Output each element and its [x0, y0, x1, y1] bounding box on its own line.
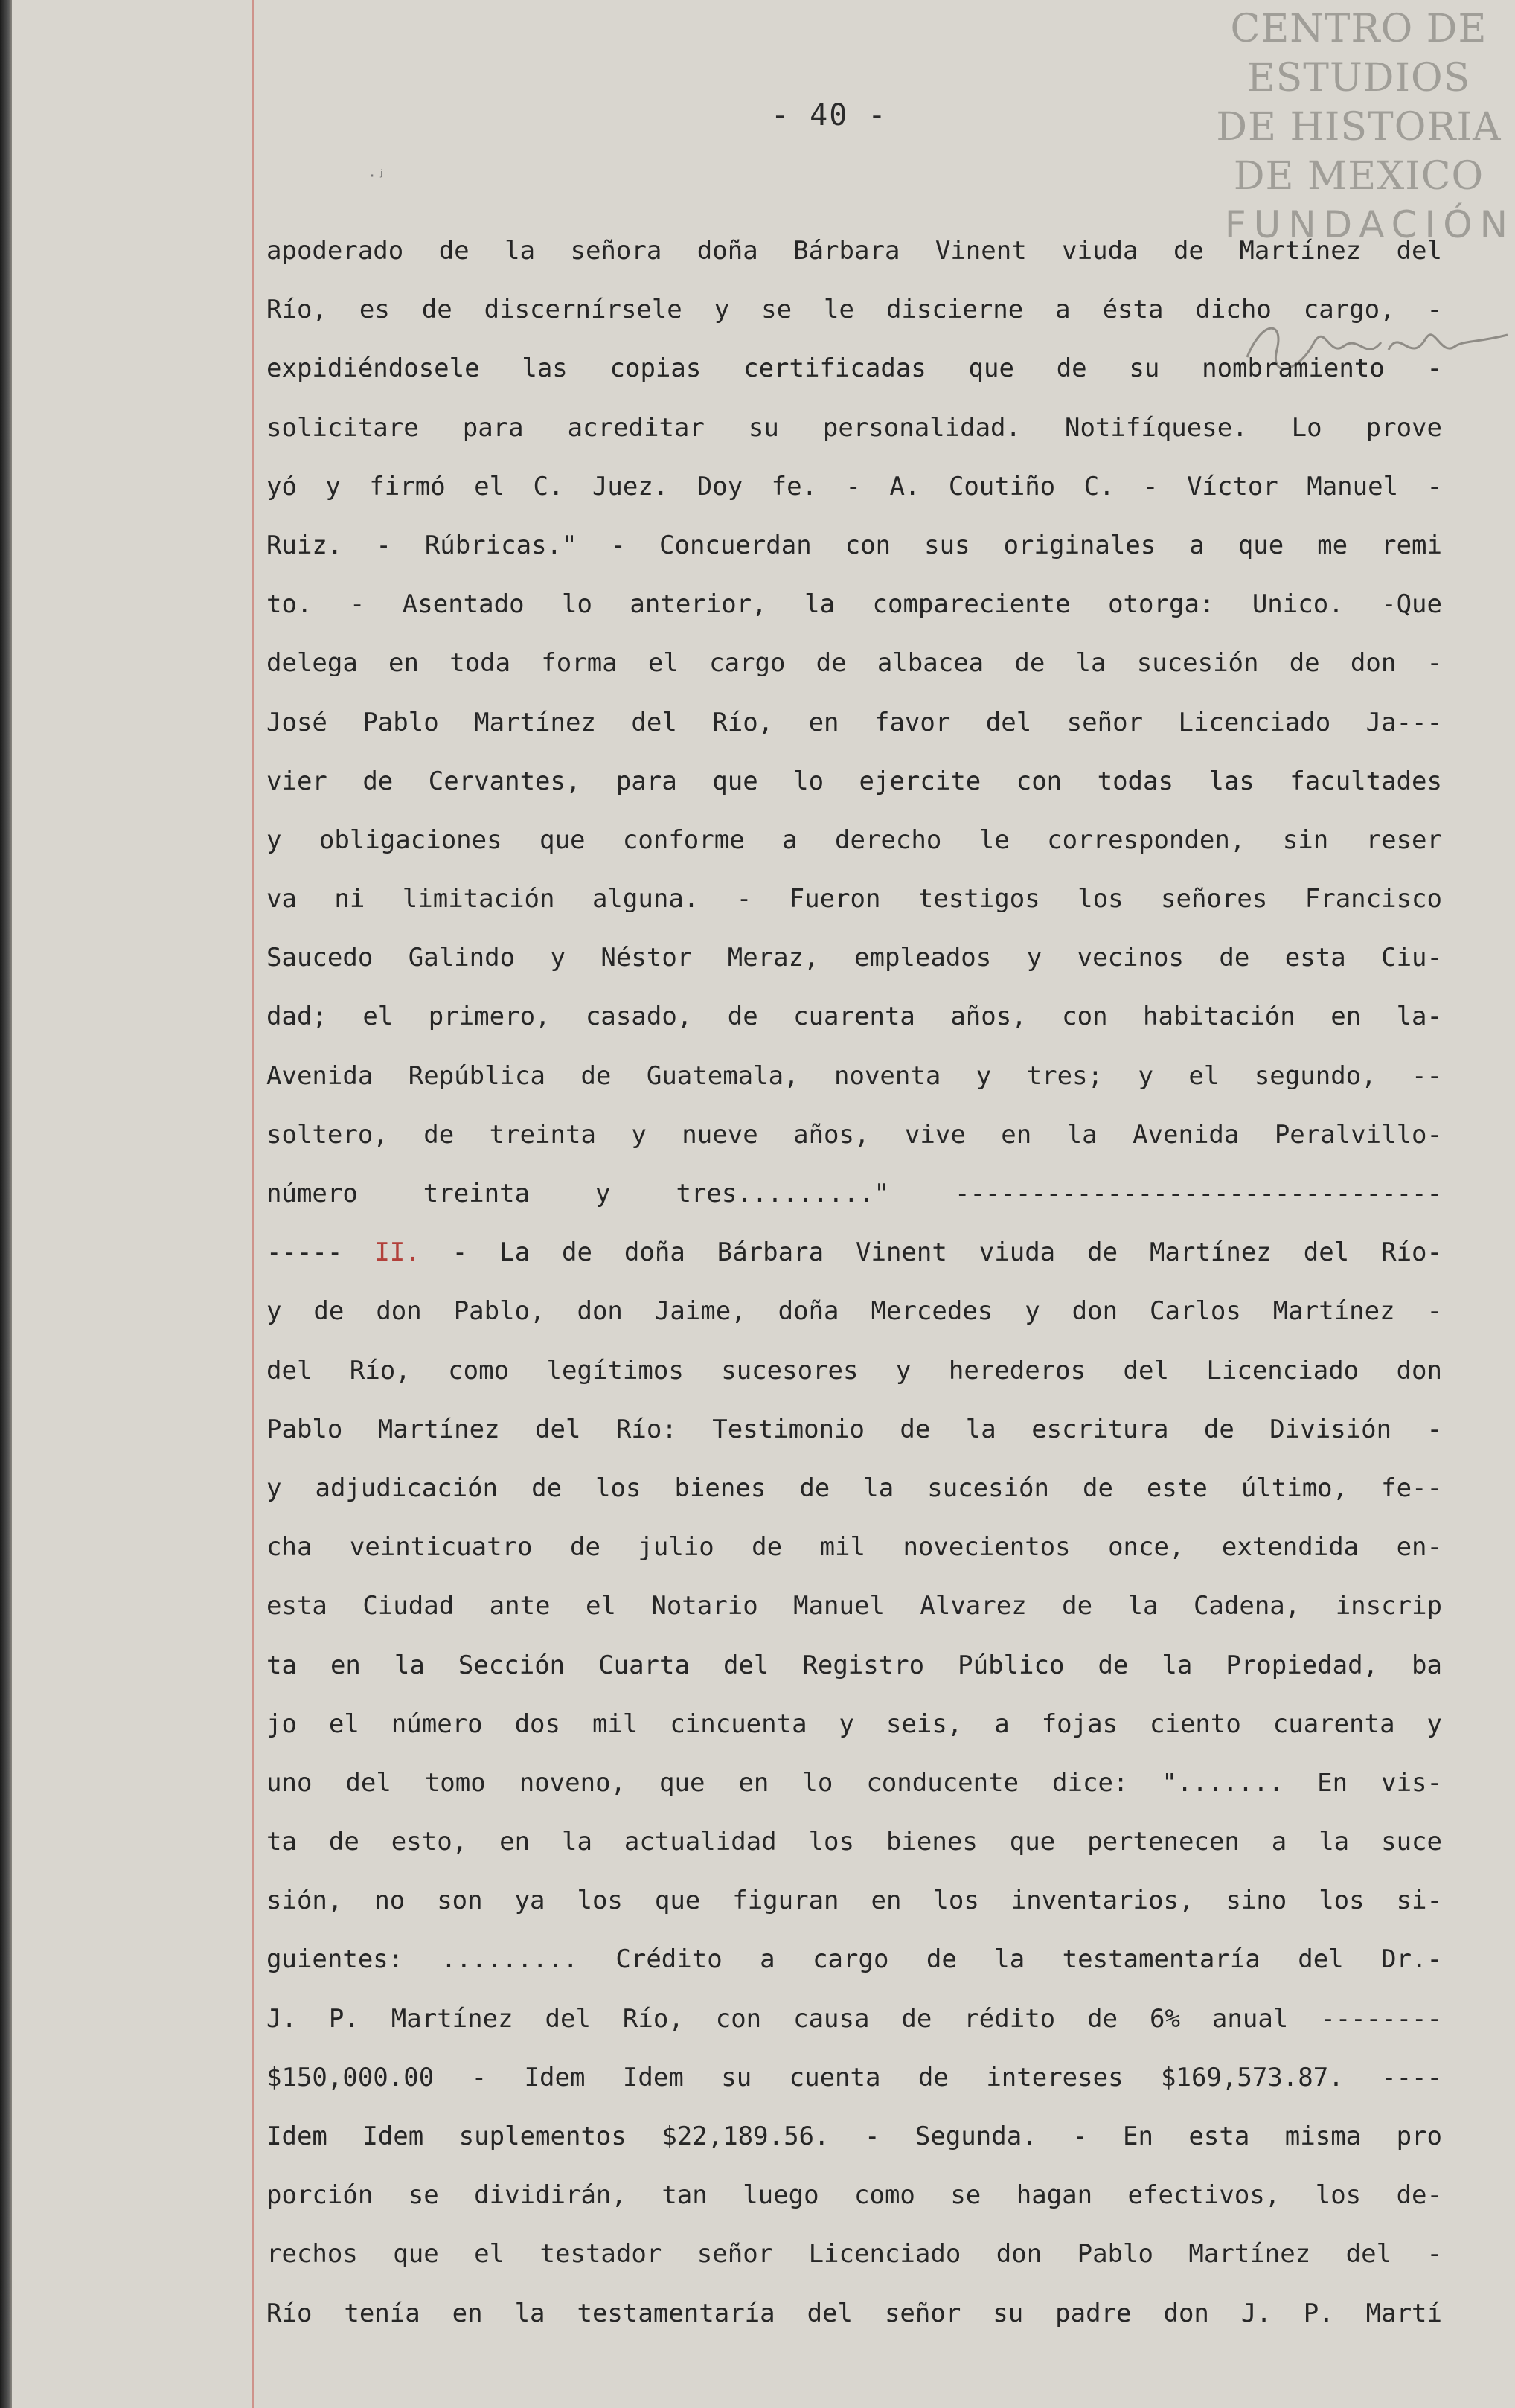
watermark-fundacion: FUNDACIÓN	[1224, 203, 1515, 246]
text-line: número treinta y tres........." --------------------------------	[266, 1179, 1442, 1208]
text-line: Río tenía en la testamentaría del señor su padre don J. P. Martí	[266, 2298, 1442, 2328]
text-line: apoderado de la señora doña Bárbara Vinent viuda de Martínez del	[266, 236, 1442, 266]
text-line: delega en toda forma el cargo de albacea de la sucesión de don -	[266, 648, 1442, 679]
text-line: Ruiz. - Rúbricas." - Concuerdan con sus originales a que me remi	[266, 530, 1442, 560]
watermark-line-2: ESTUDIOS	[1246, 56, 1471, 100]
text-line: vier de Cervantes, para que lo ejercite con todas las facultades	[266, 766, 1442, 796]
watermark-line-4: DE MEXICO	[1233, 154, 1484, 199]
text-line: expidiéndosele las copias certificadas que de su nombramiento -	[266, 353, 1442, 384]
page-binding-edge	[0, 0, 12, 2408]
text-line: esta Ciudad ante el Notario Manuel Alvarez de la Cadena, inscrip	[266, 1591, 1442, 1621]
text-line: del Río, como legítimos sucesores y herederos del Licenciado don	[266, 1355, 1442, 1386]
text-line: Saucedo Galindo y Néstor Meraz, empleados y vecinos de esta Ciu-	[266, 943, 1442, 973]
text-line: va ni limitación alguna. - Fueron testigos los señores Francisco	[266, 884, 1442, 915]
document-page	[12, 0, 1515, 2408]
margin-rule	[252, 0, 254, 2408]
text-line: porción se dividirán, tan luego como se hagan efectivos, los de-	[266, 2180, 1442, 2211]
text-line: Río, es de discernírsele y se le discierne a ésta dicho cargo, -	[266, 295, 1442, 325]
stray-ink-mark: ·ʲ	[368, 167, 386, 185]
text-line: uno del tomo noveno, que en lo conducente dice: "....... En vis-	[266, 1767, 1442, 1798]
text-line: guientes: ......... Crédito a cargo de la testamentaría del Dr.-	[266, 1944, 1442, 1975]
text-line: J. P. Martínez del Río, con causa de rédito de 6% anual --------	[266, 2003, 1442, 2034]
text-line: yó y firmó el C. Juez. Doy fe. - A. Coutiño C. - Víctor Manuel -	[266, 471, 1442, 502]
text-line: ta en la Sección Cuarta del Registro Público de la Propiedad, ba	[266, 1650, 1442, 1680]
text-line: jo el número dos mil cincuenta y seis, a fojas ciento cuarenta y	[266, 1709, 1442, 1739]
text-line: Avenida República de Guatemala, noventa y tres; y el segundo, --	[266, 1060, 1442, 1091]
watermark-line-3: DE HISTORIA	[1216, 105, 1502, 150]
text-line: Pablo Martínez del Río: Testimonio de la escritura de División -	[266, 1414, 1442, 1444]
heading-text: - La de doña Bárbara Vinent viuda de Martínez del Río-	[420, 1237, 1442, 1268]
text-line: y de don Pablo, don Jaime, doña Mercedes y don Carlos Martínez -	[266, 1296, 1442, 1327]
watermark-line-1: CENTRO DE	[1230, 7, 1487, 51]
text-line: y obligaciones que conforme a derecho le corresponden, sin reser	[266, 824, 1442, 855]
text-line: soltero, de treinta y nueve años, vive en la Avenida Peralvillo-	[266, 1119, 1442, 1150]
text-line: to. - Asentado lo anterior, la compareciente otorga: Unico. -Que	[266, 589, 1442, 620]
text-line: ta de esto, en la actualidad los bienes que pertenecen a la suce	[266, 1827, 1442, 1857]
text-line: $150,000.00 - Idem Idem su cuenta de intereses $169,573.87. ----	[266, 2062, 1442, 2092]
heading-prefix: -----	[266, 1237, 375, 1268]
text-line: José Pablo Martínez del Río, en favor del señor Licenciado Ja---	[266, 707, 1442, 737]
text-line: sión, no son ya los que figuran en los inventarios, sino los si-	[266, 1886, 1442, 1916]
section-heading-line	[266, 1223, 1442, 1282]
text-line: Idem Idem suplementos $22,189.56. - Segunda. - En esta misma pro	[266, 2122, 1442, 2151]
text-line: y adjudicación de los bienes de la sucesión de este último, fe--	[266, 1473, 1442, 1503]
section-numeral: II.	[374, 1237, 420, 1268]
document-body	[266, 222, 1442, 2343]
page-number: - 40 -	[771, 98, 888, 132]
text-line: dad; el primero, casado, de cuarenta años, con habitación en la-	[266, 1002, 1442, 1032]
text-line: rechos que el testador señor Licenciado don Pablo Martínez del -	[266, 2239, 1442, 2270]
text-line: cha veinticuatro de julio de mil novecientos once, extendida en-	[266, 1532, 1442, 1563]
text-line: solicitare para acreditar su personalidad. Notifíquese. Lo prove	[266, 412, 1442, 443]
archive-watermark	[1202, 4, 1515, 249]
